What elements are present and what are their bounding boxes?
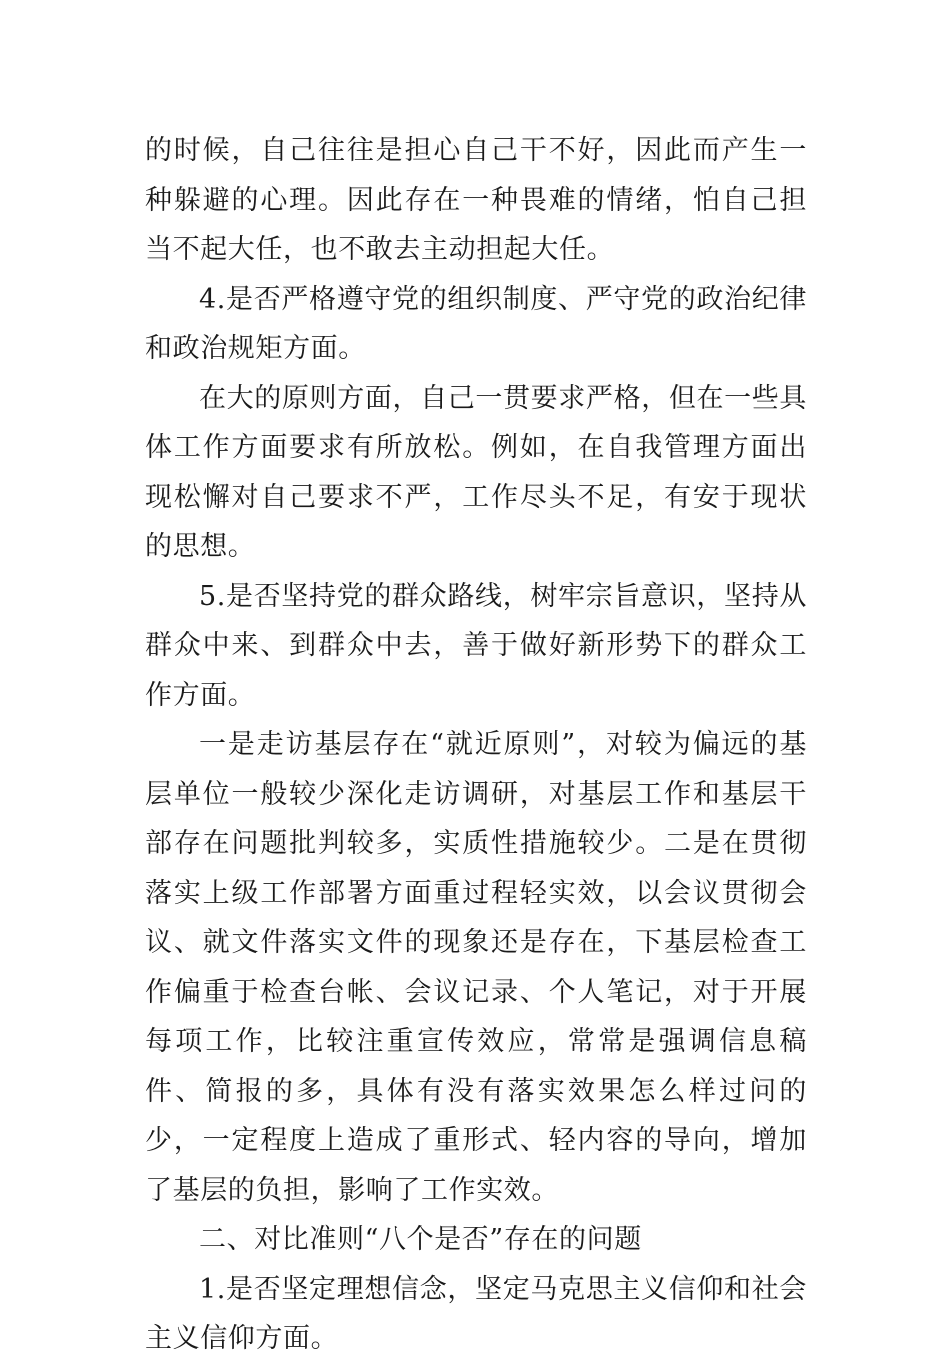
paragraph-item-4-heading: 4.是否严格遵守党的组织制度、严守党的政治纪律和政治规矩方面。: [145, 283, 807, 364]
section-two-heading: 二、对比准则“八个是否”存在的问题: [199, 1224, 642, 1255]
document-body: [145, 126, 807, 1364]
paragraph-continuation: 的时候，自己往往是担心自己干不好，因此而产生一种躲避的心理。因此存在一种畏难的情绪，怕自己担当不起大任，也不敢去主动担起大任。: [145, 135, 807, 265]
paragraph-section-two-item-1: 1.是否坚定理想信念，坚定马克思主义信仰和社会主义信仰方面。: [145, 1273, 807, 1354]
paragraph-item-5-heading: 5.是否坚持党的群众路线，树牢宗旨意识，坚持从群众中来、到群众中去，善于做好新形势下的群众工作方面。: [145, 580, 807, 711]
paragraph-item-5-body: 一是走访基层存在“就近原则”，对较为偏远的基层单位一般较少深化走访调研，对基层工作和基层干部存在问题批判较多，实质性措施较少。二是在贯彻落实上级工作部署方面重过程轻实效，以会议贯彻会议、就文件落实文件的现象还是存在，下基层检查工作偏重于检查台帐、会议记录、个人笔记，对于开展每项工作，比较注重宣传效应，常常是强调信息稿件、简报的多，具体有没有落实效果怎么样过问的少，一定程度上造成了重形式、轻内容的导向，增加了基层的负担，影响了工作实效。: [145, 729, 807, 1206]
paragraph-item-4-body: 在大的原则方面，自己一贯要求严格，但在一些具体工作方面要求有所放松。例如，在自我管理方面出现松懈对自己要求不严，工作尽头不足，有安于现状的思想。: [145, 382, 807, 562]
